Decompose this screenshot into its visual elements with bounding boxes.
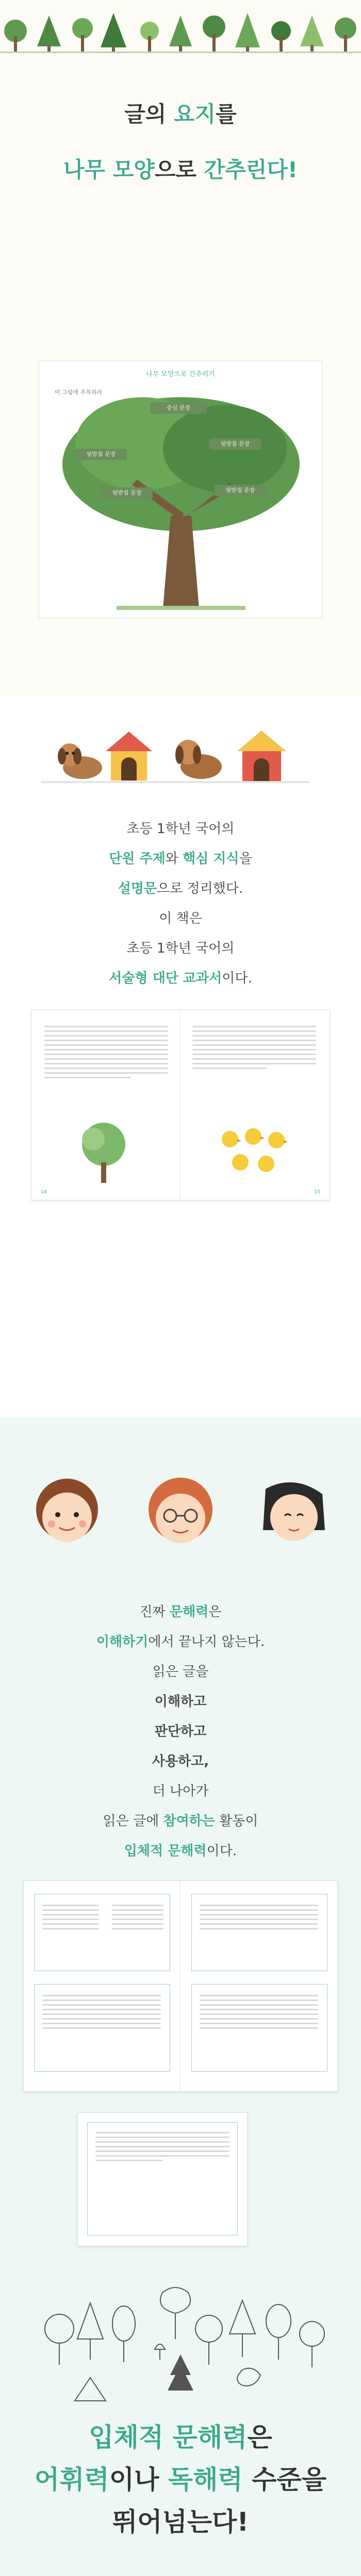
- literacy-line: 은: [208, 1604, 222, 1620]
- final-text: 이나: [109, 2465, 168, 2495]
- diagram-title: 나무 모양으로 간추리기: [146, 370, 215, 378]
- literacy-line: 읽은 글에: [103, 1814, 163, 1829]
- literacy-line: 에서 끝나지 않는다.: [148, 1634, 265, 1650]
- hero-section: [0, 0, 361, 361]
- literacy-keyword: 이해하고: [154, 1694, 207, 1709]
- literacy-keyword: 사용하고,: [152, 1754, 209, 1769]
- page-number: 14: [41, 1190, 47, 1195]
- tag-support-sentence: 뒷받침 문장: [75, 449, 127, 460]
- literacy-text: [0, 1597, 361, 1866]
- hero-text: 으로: [154, 157, 204, 182]
- final-keyword: 독해력: [168, 2465, 243, 2495]
- hero-text: 글의: [124, 101, 174, 127]
- diagram-card: [39, 361, 322, 618]
- intro-line: 을: [239, 851, 252, 867]
- final-keyword: 입체적 문해력: [89, 2422, 248, 2452]
- intro-keyword: 단원 주제: [109, 851, 166, 867]
- tag-support-sentence: 뒷받침 문장: [209, 438, 261, 450]
- diagram-section: [0, 361, 361, 696]
- left-page: [31, 1010, 180, 1200]
- literacy-line: 이다.: [206, 1843, 237, 1859]
- diagram-root-label: 이 그림에 주목하라: [55, 389, 103, 396]
- tag-support-sentence: 뒷받침 문장: [215, 485, 266, 496]
- hero-headline: [0, 98, 361, 187]
- final-keyword: 어휘력: [34, 2465, 109, 2495]
- literacy-line: 더 나아가: [152, 1784, 209, 1799]
- chicks-illustration: [215, 1124, 297, 1180]
- intro-section: [0, 696, 361, 1417]
- literacy-line: 진짜: [139, 1604, 170, 1620]
- kids-faces-illustration: [0, 1453, 361, 1566]
- literacy-line: 활동이: [215, 1814, 258, 1829]
- intro-text: [0, 814, 361, 993]
- final-section: [0, 2251, 361, 2576]
- literacy-line: 읽은 글을: [152, 1664, 209, 1680]
- tag-main-sentence: 중심 문장: [150, 402, 207, 414]
- hero-keyword: 요지: [174, 101, 216, 127]
- tag-support-sentence: 뒷받침 문장: [101, 487, 153, 499]
- final-headline: [0, 2416, 361, 2543]
- workbook-left-page: [24, 1881, 180, 2091]
- workbook-spread-preview: [23, 1880, 338, 2092]
- literacy-section: [0, 1417, 361, 2251]
- intro-keyword: 핵심 지식: [183, 851, 239, 867]
- hero-keyword: 간추린다!: [204, 157, 298, 182]
- final-text: 은: [247, 2422, 272, 2452]
- dogs-illustration: [0, 711, 361, 788]
- tree-diagram: [39, 387, 323, 614]
- final-text: 수준을: [242, 2465, 327, 2495]
- right-page: [181, 1010, 330, 1200]
- literacy-keyword: 이해하기: [96, 1634, 149, 1650]
- workbook-single-page-preview: [77, 2112, 248, 2246]
- tree-illustration: [73, 1118, 135, 1185]
- final-body: [0, 2571, 361, 2576]
- intro-keyword: 설명문: [118, 881, 157, 896]
- hero-keyword: 나무 모양: [63, 157, 155, 182]
- intro-keyword: 서술형 대단 교과서: [109, 971, 222, 986]
- hero-text: 를: [216, 101, 237, 127]
- literacy-keyword: 참여하는: [163, 1814, 215, 1829]
- forest-outline-decoration: [0, 2272, 361, 2406]
- intro-line: 초등 1학년 국어의: [126, 821, 235, 837]
- intro-line: 으로 정리했다.: [157, 881, 243, 896]
- tree-row-decoration: [0, 0, 361, 57]
- literacy-keyword: 판단하고: [154, 1724, 207, 1739]
- intro-line: 이다.: [222, 971, 252, 986]
- literacy-keyword: 문해력: [170, 1604, 209, 1620]
- intro-line: 초등 1학년 국어의: [126, 941, 235, 956]
- intro-line: 와: [165, 851, 183, 867]
- final-text: 뛰어넘는다!: [112, 2507, 249, 2537]
- intro-line: 이 책은: [159, 911, 202, 926]
- workbook-right-page: [181, 1881, 337, 2091]
- final-line: [0, 2571, 361, 2576]
- book-spread-preview: [31, 1010, 330, 1200]
- literacy-keyword: 입체적 문해력: [124, 1843, 207, 1859]
- page-number: 15: [314, 1190, 320, 1195]
